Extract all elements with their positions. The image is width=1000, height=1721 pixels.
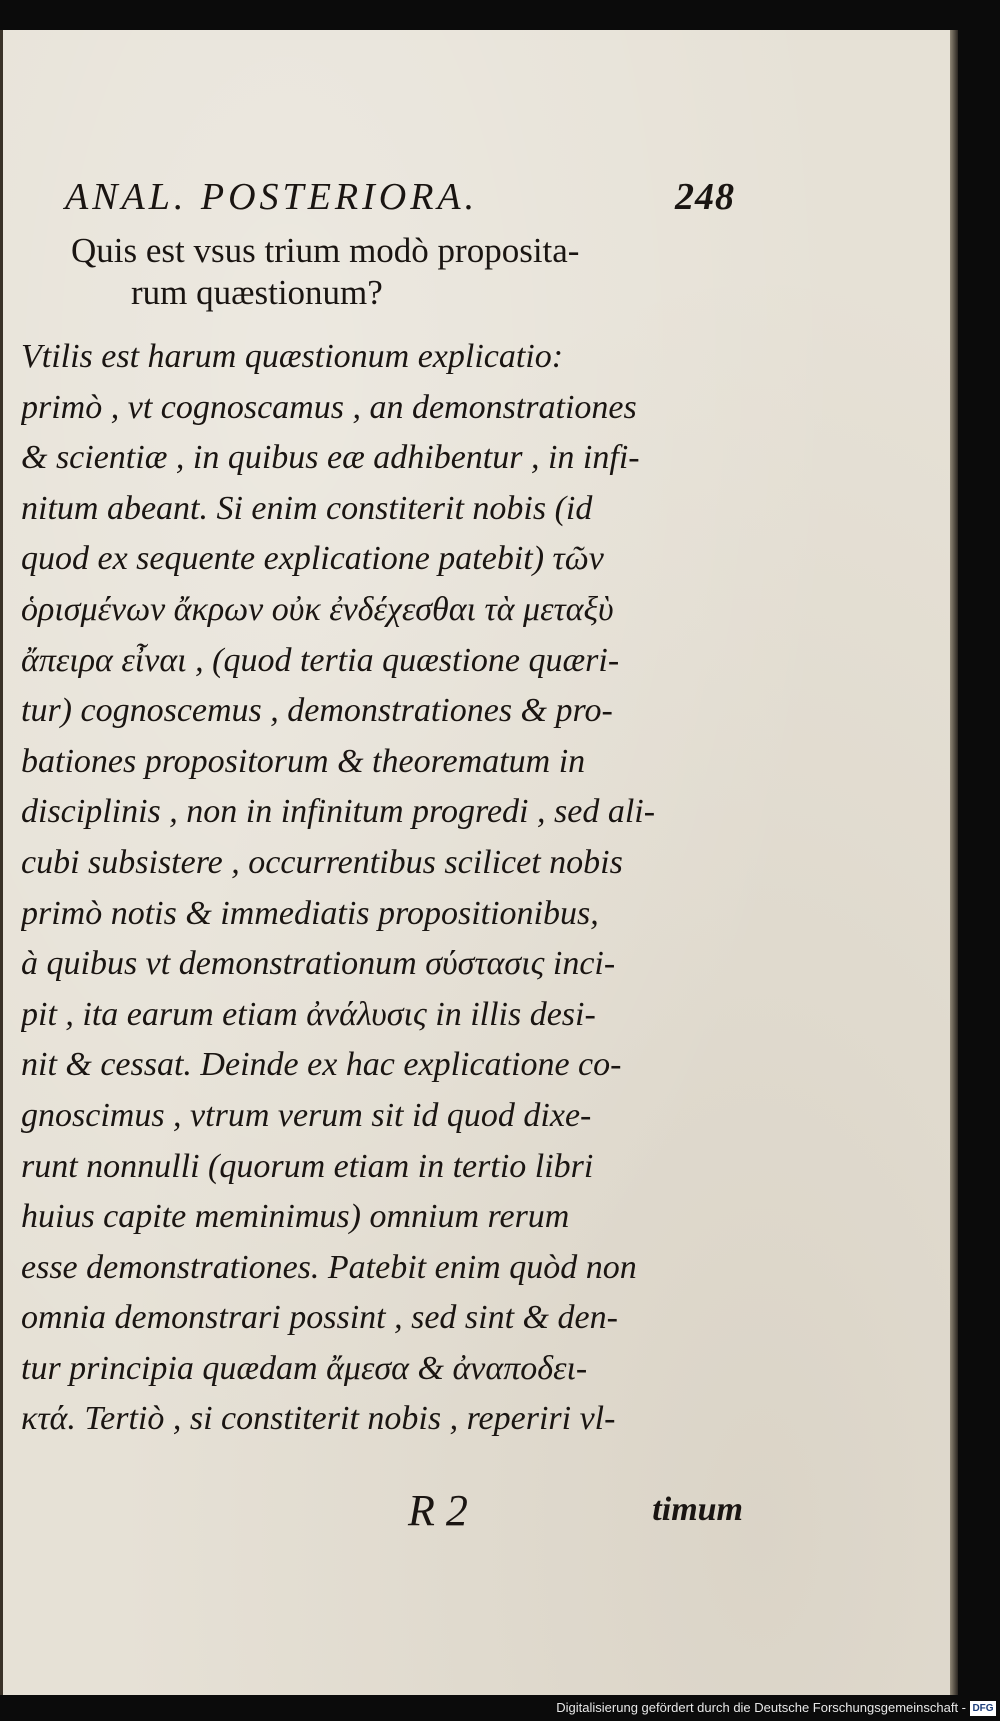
page-footer bbox=[3, 1485, 743, 1545]
body-line: à quibus vt demonstrationum σύστασις inci- bbox=[21, 945, 616, 983]
body-text bbox=[21, 332, 731, 1445]
page-edge-shadow bbox=[950, 30, 958, 1695]
body-line: disciplinis , non in infinitum progredi , sed ali- bbox=[21, 793, 656, 831]
credit-bar bbox=[0, 1698, 1000, 1721]
body-line: cubi subsistere , occurrentibus scilicet nobis bbox=[21, 843, 623, 881]
body-line: omnia demonstrari possint , sed sint & den- bbox=[21, 1299, 618, 1337]
catchword: timum bbox=[652, 1491, 743, 1528]
body-line: nit & cessat. Deinde ex hac explicatione co- bbox=[21, 1046, 622, 1084]
dfg-logo: DFG bbox=[970, 1701, 996, 1716]
body-line: tur) cognoscemus , demonstrationes & pro- bbox=[21, 692, 613, 730]
running-title: ANAL. POSTERIORA. bbox=[65, 176, 479, 218]
body-line: κτά. Tertiò , si constiterit nobis , reperiri vl- bbox=[21, 1400, 616, 1438]
body-line: gnoscimus , vtrum verum sit id quod dixe- bbox=[21, 1096, 592, 1134]
body-line: primò notis & immediatis propositionibus, bbox=[21, 894, 599, 932]
running-head bbox=[65, 175, 735, 219]
book-page bbox=[0, 30, 950, 1695]
body-line: huius capite meminimus) omnium rerum bbox=[21, 1198, 570, 1236]
page-number: 248 bbox=[675, 176, 735, 218]
body-line: runt nonnulli (quorum etiam in tertio libri bbox=[21, 1147, 594, 1185]
body-line: quod ex sequente explicatione patebit) τῶν bbox=[21, 540, 604, 578]
body-line: ὁρισμένων ἄκρων οὐκ ἐνδέχεσθαι τὰ μεταξὺ bbox=[21, 590, 614, 628]
body-line: primò , vt cognoscamus , an demonstrationes bbox=[21, 388, 637, 426]
question-line: Quis est vsus trium modò proposita- bbox=[71, 231, 580, 270]
signature-mark: R 2 bbox=[408, 1486, 468, 1535]
body-line: esse demonstrationes. Patebit enim quòd non bbox=[21, 1248, 637, 1286]
body-line: & scientiæ , in quibus eæ adhibentur , in infi- bbox=[21, 439, 640, 477]
question-line: rum quæstionum? bbox=[131, 273, 383, 312]
question-heading bbox=[71, 230, 701, 314]
body-line: ἄπειρα εἶναι , (quod tertia quæstione quæri- bbox=[21, 641, 620, 679]
body-line: tur principia quædam ἄμεσα & ἀναποδει- bbox=[21, 1349, 588, 1387]
body-line: bationes propositorum & theorematum in bbox=[21, 742, 586, 780]
funding-credit: Digitalisierung gefördert durch die Deutsche Forschungsgemeinschaft - bbox=[556, 1700, 966, 1715]
body-line: Vtilis est harum quæstionum explicatio: bbox=[21, 338, 564, 375]
body-line: nitum abeant. Si enim constiterit nobis (id bbox=[21, 489, 593, 527]
body-line: pit , ita earum etiam ἀνάλυσις in illis desi- bbox=[21, 995, 596, 1033]
